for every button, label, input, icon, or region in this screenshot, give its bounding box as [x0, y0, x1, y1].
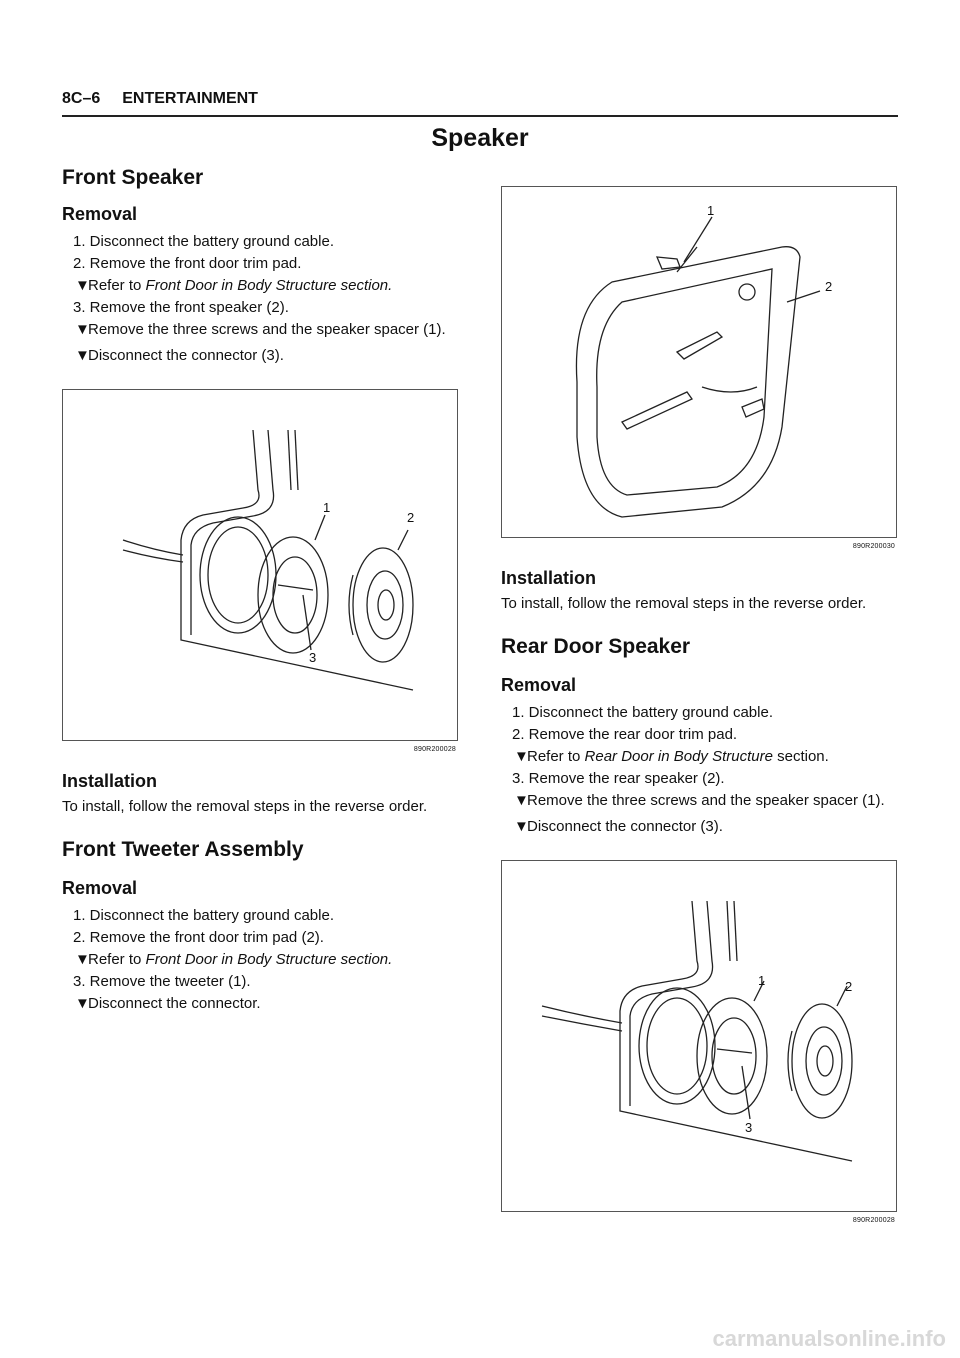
triangle-bullet-icon: ▼: [514, 748, 529, 765]
callout-3: 3: [309, 650, 317, 665]
tweeter-installation-heading: Installation: [501, 568, 597, 588]
page-title: Speaker: [431, 124, 529, 152]
page-number: 8C–6: [62, 90, 101, 107]
section-name: ENTERTAINMENT: [122, 90, 258, 107]
step-3: 3. Remove the rear speaker (2).: [512, 770, 725, 787]
page-header: [62, 90, 258, 108]
step-2: 2. Remove the front door trim pad.: [73, 255, 302, 272]
reference-link[interactable]: Front Door in Body Structure section.: [145, 277, 393, 294]
step-1: 1. Disconnect the battery ground cable.: [73, 233, 334, 250]
front-speaker-heading: Front Speaker: [62, 166, 204, 189]
step-2: 2. Remove the rear door trim pad.: [512, 726, 738, 743]
step-1: 1. Disconnect the battery ground cable.: [73, 907, 334, 924]
substep: ▼Refer to Rear Door in Body Structure section.: [501, 746, 901, 768]
installation-text: To install, follow the removal steps in the reverse order.: [62, 798, 428, 815]
triangle-bullet-icon: ▼: [75, 951, 90, 968]
triangle-bullet-icon: ▼: [75, 277, 90, 294]
tweeter-removal-heading: Removal: [62, 878, 138, 898]
callout-1: 1: [323, 500, 331, 515]
callout-2: 2: [825, 279, 833, 294]
triangle-bullet-icon: ▼: [514, 792, 529, 809]
header-rule: [62, 115, 898, 117]
figure-code: 890R200028: [852, 1217, 895, 1224]
installation-heading: Installation: [62, 771, 158, 791]
callout-1: 1: [707, 203, 715, 218]
rear-speaker-figure: [501, 860, 897, 1212]
front-speaker-illustration: [63, 390, 457, 740]
callout-3: 3: [745, 1120, 753, 1135]
tweeter-heading: Front Tweeter Assembly: [62, 838, 304, 861]
reference-link[interactable]: Front Door in Body Structure section.: [145, 951, 393, 968]
tweeter-figure: [501, 186, 897, 538]
substep: ▼Refer to Front Door in Body Structure section.: [62, 949, 462, 971]
substep: ▼Refer to Front Door in Body Structure section.: [62, 275, 462, 297]
callout-2: 2: [407, 510, 415, 525]
door-trim-illustration: [502, 187, 896, 537]
step-3: 3. Remove the front speaker (2).: [73, 299, 289, 316]
triangle-bullet-icon: ▼: [514, 818, 529, 835]
reference-link[interactable]: Rear Door in Body Structure: [584, 748, 773, 765]
right-column: [501, 186, 901, 1224]
tweeter-installation-text: To install, follow the removal steps in the reverse order.: [501, 595, 867, 612]
triangle-bullet-icon: ▼: [75, 995, 90, 1012]
rear-removal-heading: Removal: [501, 675, 577, 695]
front-speaker-figure: [62, 389, 458, 741]
figure-code: 890R200030: [852, 543, 895, 550]
substep: ▼Disconnect the connector (3).: [501, 816, 901, 838]
callout-1: 1: [758, 973, 766, 988]
watermark: carmanualsonline.info: [712, 1326, 946, 1351]
figure-code: 890R200028: [413, 746, 456, 753]
rear-speaker-heading: Rear Door Speaker: [501, 635, 691, 658]
triangle-bullet-icon: ▼: [75, 347, 90, 364]
step-2: 2. Remove the front door trim pad (2).: [73, 929, 324, 946]
callout-2: 2: [845, 979, 853, 994]
substep: ▼Disconnect the connector.: [62, 993, 462, 1015]
front-speaker-removal-heading: Removal: [62, 204, 138, 224]
left-column: [62, 166, 462, 1015]
step-3: 3. Remove the tweeter (1).: [73, 973, 251, 990]
rear-speaker-illustration: [502, 861, 896, 1211]
triangle-bullet-icon: ▼: [75, 321, 90, 338]
step-1: 1. Disconnect the battery ground cable.: [512, 704, 773, 721]
substep: ▼Remove the three screws and the speaker spacer (1).: [501, 790, 901, 812]
substep: ▼Remove the three screws and the speaker spacer (1).: [62, 319, 462, 341]
substep: ▼Disconnect the connector (3).: [62, 345, 462, 367]
